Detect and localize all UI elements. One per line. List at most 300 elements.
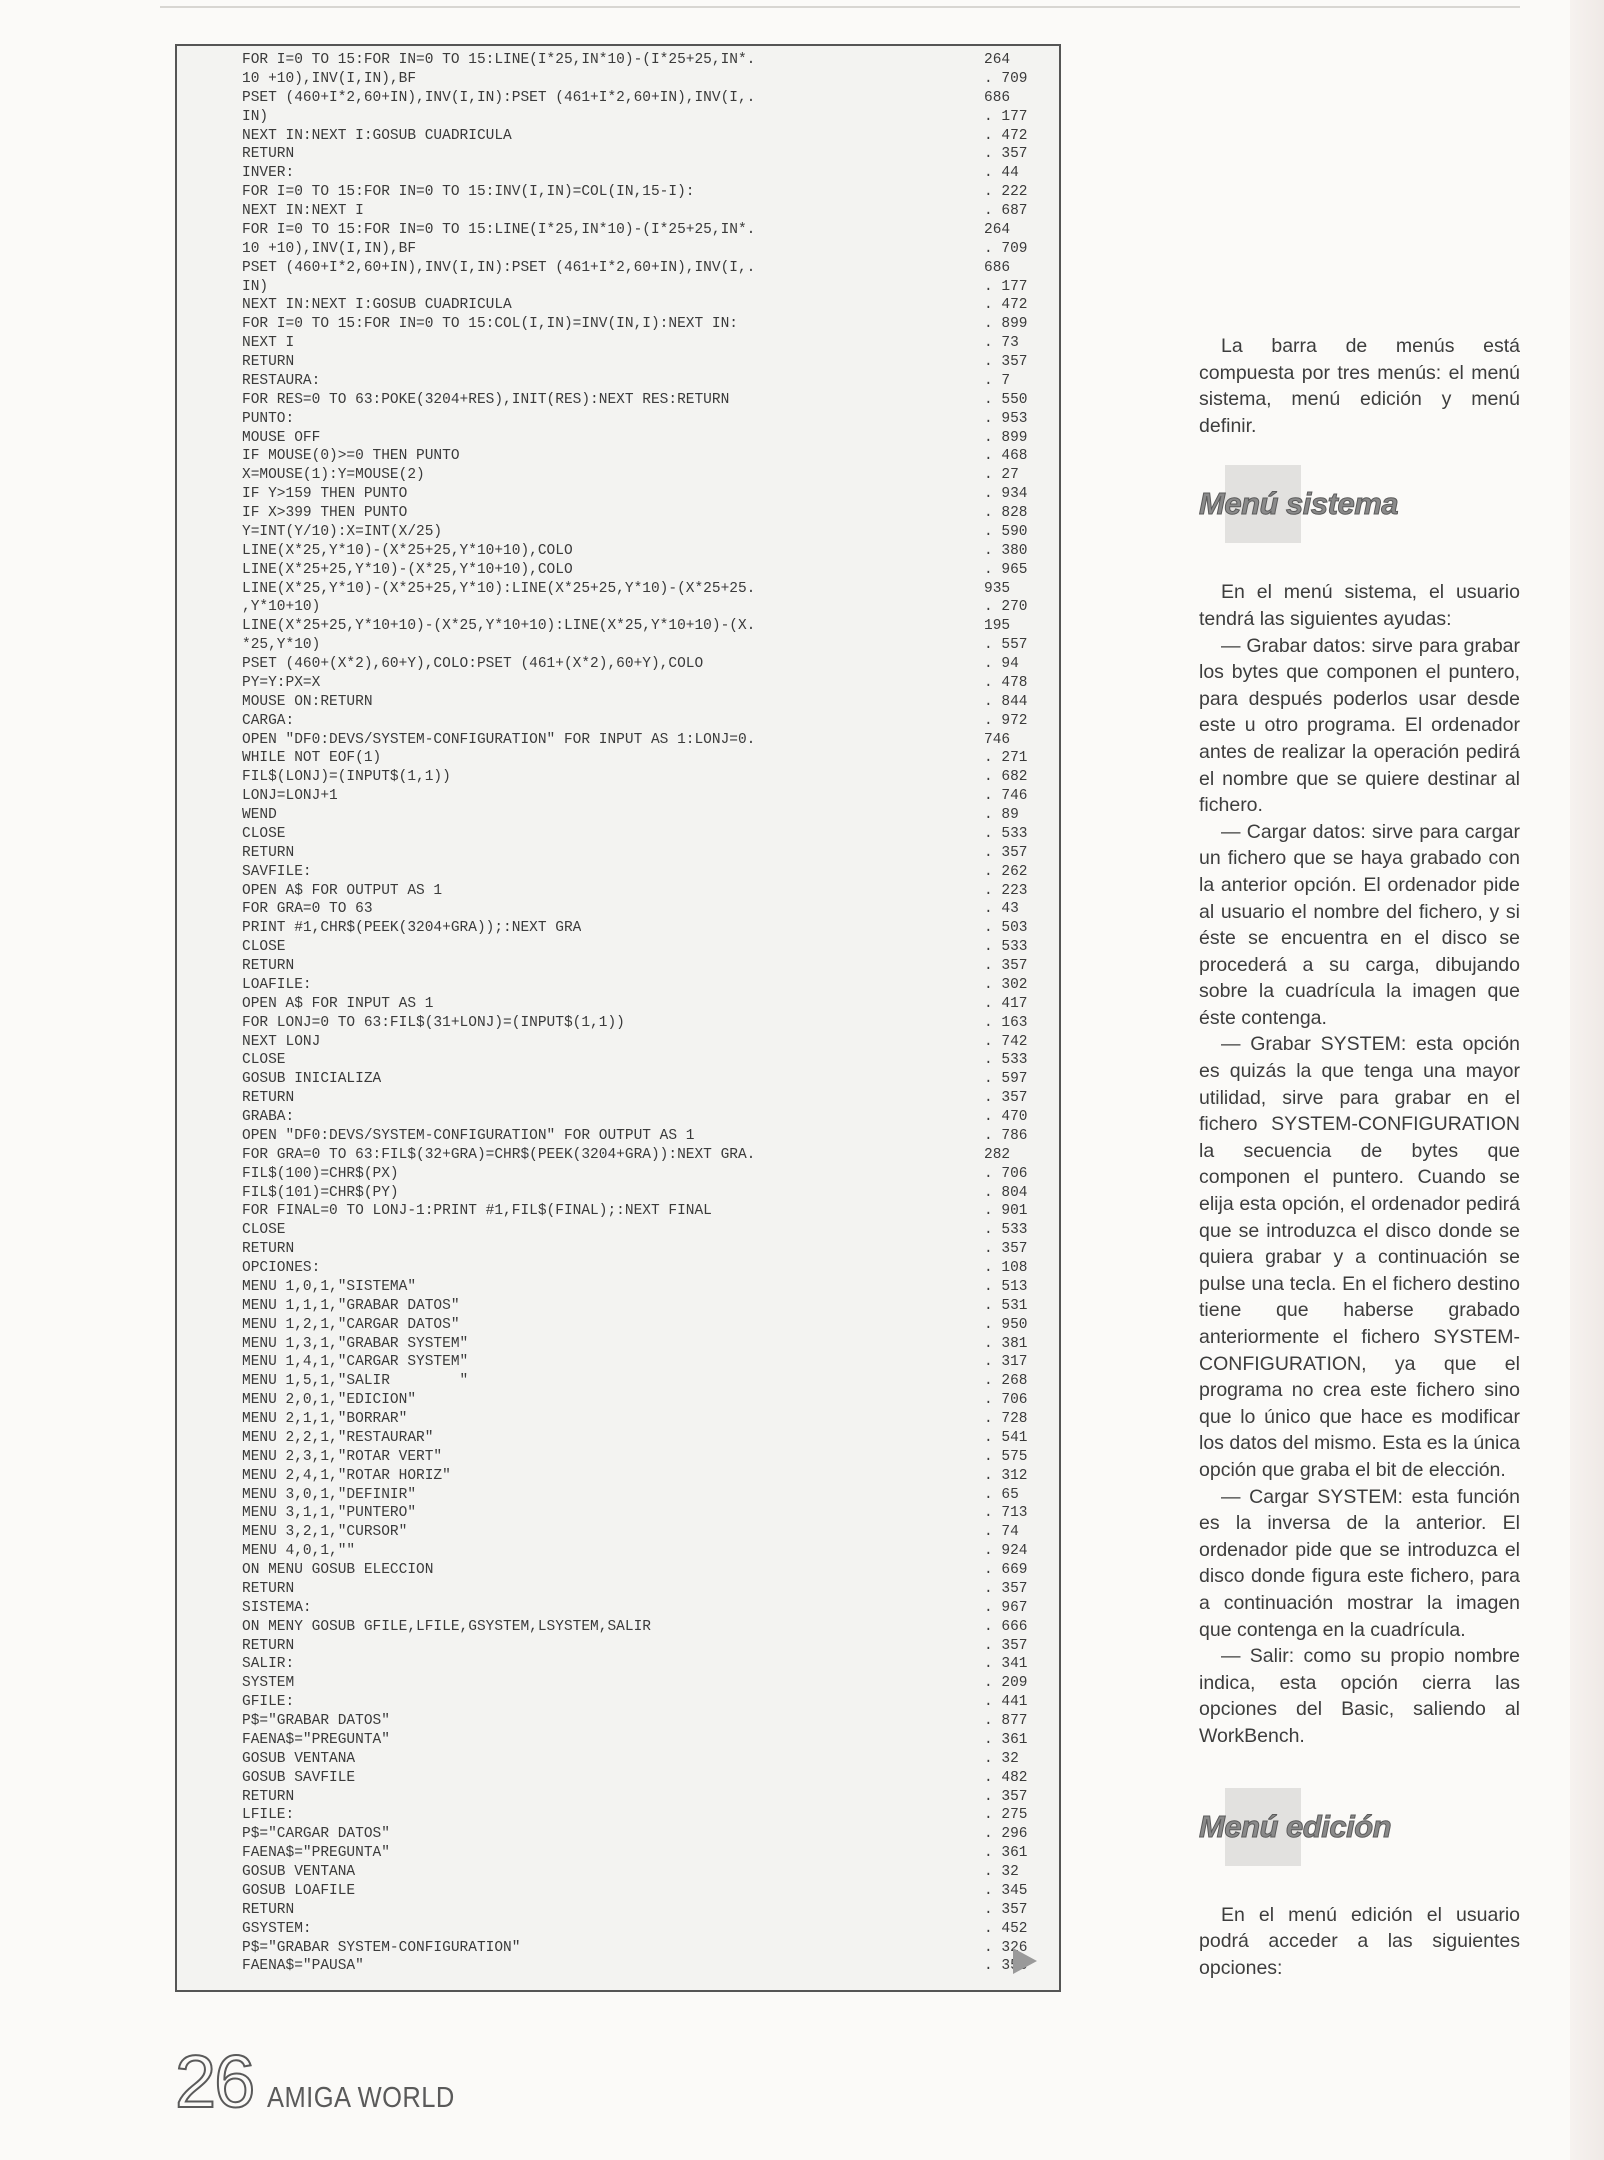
checksum: . 713: [984, 1505, 1028, 1522]
code-text: FIL$(100)=CHR$(PX): [242, 1165, 399, 1182]
code-text: RETURN: [242, 146, 295, 163]
code-line: [242, 1844, 1042, 1863]
code-text: 10 +10),INV(I,IN),BF: [242, 70, 417, 87]
code-line: [242, 1580, 1042, 1599]
checksum: . 828: [984, 505, 1028, 521]
code-text: FOR RES=0 TO 63:POKE(3204+RES),INIT(RES):NEXT RES:RETURN: [242, 391, 730, 408]
code-line: [242, 447, 1042, 466]
code-line: [242, 1165, 1042, 1184]
code-line: [242, 768, 1042, 787]
checksum: . 666: [984, 1618, 1028, 1635]
code-line: [242, 1089, 1042, 1108]
code-line: [242, 372, 1042, 391]
code-line: [242, 655, 1042, 674]
code-text: FOR FINAL=0 TO LONJ-1:PRINT #1,FIL$(FINAL);:NEXT FINAL: [242, 1203, 712, 1220]
code-text: RETURN: [242, 844, 295, 861]
code-text: IF Y>159 THEN PUNTO: [242, 486, 408, 503]
code-text: FOR GRA=0 TO 63:FIL$(32+GRA)=CHR$(PEEK(3204+GRA)):NEXT GRA.: [242, 1146, 756, 1163]
code-text: IN): [242, 278, 269, 295]
checksum: . 357: [984, 844, 1028, 861]
code-line: [242, 70, 1042, 89]
code-line: [242, 1939, 1042, 1958]
checksum: . 89: [984, 807, 1019, 823]
checksum: . 27: [984, 467, 1019, 484]
code-line: [242, 1599, 1042, 1618]
checksum: 686: [984, 259, 1011, 276]
code-line: [242, 1486, 1042, 1505]
code-text: CLOSE: [242, 939, 286, 956]
checksum: . 965: [984, 561, 1028, 578]
checksum: . 65: [984, 1486, 1019, 1503]
checksum: . 706: [984, 1165, 1028, 1182]
code-line: [242, 334, 1042, 353]
code-line: [242, 1316, 1042, 1335]
code-line: [242, 410, 1042, 429]
checksum: 935: [984, 580, 1011, 597]
code-text: IN): [242, 108, 269, 125]
code-line: [242, 391, 1042, 410]
code-text: MENU 4,0,1,"": [242, 1543, 356, 1560]
code-line: [242, 1353, 1042, 1372]
checksum: . 533: [984, 825, 1028, 842]
code-text: RETURN: [242, 1788, 295, 1805]
code-line: [242, 504, 1042, 523]
code-text: FOR LONJ=0 TO 63:FIL$(31+LONJ)=(INPUT$(1,1)): [242, 1014, 625, 1031]
code-line: [242, 580, 1042, 599]
checksum: . 361: [984, 1731, 1028, 1748]
checksum: . 590: [984, 523, 1028, 540]
checksum: . 381: [984, 1335, 1028, 1352]
section-heading-menu-sistema: [1199, 483, 1520, 543]
checksum: . 357: [984, 354, 1028, 370]
code-text: MENU 3,1,1,"PUNTERO": [242, 1505, 417, 1522]
code-text: PRINT #1,CHR$(PEEK(3204+GRA));:NEXT GRA: [242, 920, 582, 937]
checksum: . 746: [984, 788, 1028, 805]
code-line: [242, 51, 1042, 70]
checksum: . 709: [984, 70, 1028, 87]
code-text: FOR I=0 TO 15:FOR IN=0 TO 15:INV(I,IN)=COL(IN,15-I):: [242, 184, 695, 201]
code-line: [242, 1806, 1042, 1825]
code-text: MENU 3,0,1,"DEFINIR": [242, 1486, 417, 1503]
checksum: . 541: [984, 1429, 1028, 1446]
code-line: [242, 259, 1042, 278]
intro-paragraph: La barra de menús está compuesta por tres menús: el menú sistema, menú edición y menú definir.: [1199, 335, 1520, 437]
code-text: OPEN A$ FOR OUTPUT AS 1: [242, 882, 443, 899]
checksum: . 223: [984, 882, 1028, 899]
code-line: [242, 1504, 1042, 1523]
checksum: . 163: [984, 1014, 1028, 1031]
checksum: . 357: [984, 1241, 1028, 1258]
checksum: . 482: [984, 1769, 1028, 1786]
code-text: MENU 1,5,1,"SALIR ": [242, 1373, 469, 1390]
code-line: [242, 1618, 1042, 1637]
checksum: . 275: [984, 1807, 1028, 1824]
code-text: NEXT I: [242, 335, 295, 352]
code-text: RESTAURA:: [242, 372, 321, 389]
code-line: [242, 221, 1042, 240]
code-line: [242, 296, 1042, 315]
code-line: [242, 1335, 1042, 1354]
code-text: NEXT IN:NEXT I: [242, 203, 364, 219]
checksum: . 302: [984, 976, 1028, 993]
code-line: [242, 1410, 1042, 1429]
code-line: [242, 1920, 1042, 1939]
code-text: GRABA:: [242, 1109, 295, 1125]
code-line: [242, 674, 1042, 693]
checksum: . 844: [984, 693, 1028, 710]
checksum: 686: [984, 89, 1011, 106]
code-line: [242, 1297, 1042, 1316]
code-text: SYSTEM: [242, 1675, 295, 1692]
code-text: INVER:: [242, 165, 295, 182]
code-line: [242, 1429, 1042, 1448]
page-gutter-edge: [1570, 0, 1604, 2160]
code-line: [242, 523, 1042, 542]
code-line: [242, 1750, 1042, 1769]
checksum: . 222: [984, 184, 1028, 201]
code-text: RETURN: [242, 1241, 295, 1258]
code-line: [242, 1467, 1042, 1486]
code-text: MOUSE ON:RETURN: [242, 693, 373, 710]
code-line: [242, 145, 1042, 164]
checksum: 195: [984, 618, 1011, 635]
checksum: . 44: [984, 165, 1019, 182]
code-text: P$="CARGAR DATOS": [242, 1826, 390, 1843]
code-text: FOR I=0 TO 15:FOR IN=0 TO 15:LINE(I*25,IN*10)-(I*25+25,IN*.: [242, 52, 756, 68]
code-text: OPEN "DF0:DEVS/SYSTEM-CONFIGURATION" FOR INPUT AS 1:LONJ=0.: [242, 731, 756, 748]
code-line: [242, 1637, 1042, 1656]
code-text: GOSUB VENTANA: [242, 1864, 356, 1880]
code-line: [242, 995, 1042, 1014]
code-line: [242, 900, 1042, 919]
section1-item-salir: — Salir: como su propio nombre indica, esta opción cierra las opciones del Basic, saliendo al WorkBench.: [1199, 1645, 1520, 1747]
checksum: . 901: [984, 1203, 1028, 1220]
heading-text: Menú sistema: [1199, 486, 1399, 522]
code-text: CARGA:: [242, 712, 295, 729]
checksum: . 550: [984, 391, 1028, 408]
code-line: [242, 806, 1042, 825]
code-text: NEXT IN:NEXT I:GOSUB CUADRICULA: [242, 127, 512, 144]
code-text: RETURN: [242, 1580, 295, 1597]
checksum: . 533: [984, 1222, 1028, 1239]
code-text: MENU 1,1,1,"GRABAR DATOS": [242, 1297, 460, 1314]
checksum: . 452: [984, 1920, 1028, 1937]
code-line: [242, 466, 1042, 485]
checksum: . 950: [984, 1316, 1028, 1333]
heading-text: Menú edición: [1199, 1808, 1392, 1844]
top-rule: [160, 6, 1520, 8]
checksum: . 312: [984, 1467, 1028, 1484]
checksum: . 468: [984, 448, 1028, 465]
code-line: [242, 485, 1042, 504]
code-line: [242, 844, 1042, 863]
code-line: [242, 353, 1042, 372]
code-text: OPEN A$ FOR INPUT AS 1: [242, 995, 434, 1012]
code-line: [242, 278, 1042, 297]
code-line: [242, 1240, 1042, 1259]
code-line: [242, 731, 1042, 750]
code-text: P$="GRABAR SYSTEM-CONFIGURATION": [242, 1939, 521, 1956]
code-line: [242, 1278, 1042, 1297]
code-line: [242, 429, 1042, 448]
code-line: [242, 1146, 1042, 1165]
code-text: FIL$(101)=CHR$(PY): [242, 1184, 399, 1201]
checksum: . 32: [984, 1864, 1019, 1880]
checksum: . 357: [984, 1788, 1028, 1805]
code-text: RETURN: [242, 354, 295, 370]
code-line: [242, 787, 1042, 806]
checksum: . 94: [984, 656, 1019, 672]
code-lines: [242, 51, 1042, 1976]
code-text: MENU 3,2,1,"CURSOR": [242, 1524, 408, 1541]
code-line: [242, 598, 1042, 617]
checksum: . 271: [984, 750, 1028, 767]
code-text: FOR I=0 TO 15:FOR IN=0 TO 15:LINE(I*25,IN*10)-(I*25+25,IN*.: [242, 221, 756, 238]
code-text: RETURN: [242, 1090, 295, 1107]
code-line: [242, 1957, 1042, 1976]
checksum: . 73: [984, 335, 1019, 352]
code-text: LONJ=LONJ+1: [242, 788, 338, 805]
code-text: ON MENY GOSUB GFILE,LFILE,GSYSTEM,LSYSTEM,SALIR: [242, 1618, 651, 1635]
checksum: . 357: [984, 958, 1028, 974]
code-text: MENU 2,0,1,"EDICION": [242, 1392, 417, 1409]
checksum: . 357: [984, 1580, 1028, 1597]
code-text: MENU 1,4,1,"CARGAR SYSTEM": [242, 1354, 469, 1371]
checksum: . 417: [984, 995, 1028, 1012]
code-line: [242, 1051, 1042, 1070]
code-line: [242, 561, 1042, 580]
checksum: . 953: [984, 410, 1028, 427]
checksum: . 682: [984, 769, 1028, 786]
code-line: [242, 164, 1042, 183]
checksum: . 356: [984, 1958, 1028, 1975]
code-line: [242, 1693, 1042, 1712]
checksum: . 357: [984, 146, 1028, 163]
code-line: [242, 1523, 1042, 1542]
code-line: [242, 1674, 1042, 1693]
section-heading-menu-edicion: [1199, 1806, 1520, 1866]
checksum: . 472: [984, 297, 1028, 314]
checksum: . 361: [984, 1845, 1028, 1862]
code-text: PSET (460+(X*2),60+Y),COLO:PSET (461+(X*2),60+Y),COLO: [242, 656, 704, 672]
checksum: . 209: [984, 1675, 1028, 1692]
checksum: . 706: [984, 1392, 1028, 1409]
checksum: . 924: [984, 1543, 1028, 1560]
checksum: 282: [984, 1146, 1011, 1163]
code-text: IF X>399 THEN PUNTO: [242, 505, 408, 521]
code-line: [242, 1712, 1042, 1731]
section2-paragraph: En el menú edición el usuario podrá acceder a las siguientes opciones:: [1199, 1903, 1520, 1979]
code-text: NEXT LONJ: [242, 1033, 321, 1050]
code-text: MENU 2,2,1,"RESTAURAR": [242, 1429, 434, 1446]
code-line: [242, 1542, 1042, 1561]
code-text: LINE(X*25,Y*10)-(X*25+25,Y*10+10),COLO: [242, 542, 573, 559]
checksum: . 503: [984, 920, 1028, 937]
code-text: CLOSE: [242, 1222, 286, 1239]
code-text: SAVFILE:: [242, 863, 312, 880]
checksum: . 441: [984, 1694, 1028, 1711]
page-number: 26: [175, 2040, 254, 2123]
code-text: LINE(X*25+25,Y*10)-(X*25,Y*10+10),COLO: [242, 561, 573, 578]
code-line: [242, 1108, 1042, 1127]
code-text: FOR I=0 TO 15:FOR IN=0 TO 15:COL(I,IN)=INV(IN,I):NEXT IN:: [242, 316, 738, 333]
code-text: GOSUB VENTANA: [242, 1750, 356, 1767]
checksum: . 669: [984, 1562, 1028, 1578]
checksum: . 357: [984, 1090, 1028, 1107]
checksum: . 270: [984, 599, 1028, 616]
code-text: NEXT IN:NEXT I:GOSUB CUADRICULA: [242, 297, 512, 314]
checksum: . 597: [984, 1071, 1028, 1088]
code-line: [242, 315, 1042, 334]
code-text: MENU 2,3,1,"ROTAR VERT": [242, 1448, 443, 1465]
code-text: WEND: [242, 807, 277, 823]
code-text: P$="GRABAR DATOS": [242, 1713, 390, 1729]
code-text: Y=INT(Y/10):X=INT(X/25): [242, 523, 443, 540]
checksum: . 326: [984, 1939, 1028, 1956]
checksum: . 470: [984, 1109, 1028, 1125]
section1-item-grabar-system: — Grabar SYSTEM: esta opción es quizás la que tenga una mayor utilidad, sirve para grabar en el fichero SYSTEM-CONFIGURATION la secuencia de bytes que componen el puntero. Cuando se elija esta opción, el ordenador pedirá que se introduzca el disco donde se quiera grabar y a continuación se pulse una tecla. En el fichero destino tiene que haberse grabado anteriormente el fichero SYSTEM-CONFIGURATION, ya que el programa no crea este fichero sino que lo único que hace es modificar los datos del mismo. Esta es la única opción que graba el bit de elección.: [1199, 1033, 1520, 1481]
code-line: [242, 202, 1042, 221]
code-line: [242, 882, 1042, 901]
checksum: . 877: [984, 1713, 1028, 1729]
code-line: [242, 825, 1042, 844]
code-text: SALIR:: [242, 1656, 295, 1673]
code-line: [242, 240, 1042, 259]
code-text: MOUSE OFF: [242, 429, 321, 446]
checksum: . 709: [984, 240, 1028, 257]
code-line: [242, 617, 1042, 636]
code-line: [242, 1221, 1042, 1240]
code-line: [242, 693, 1042, 712]
checksum: . 268: [984, 1373, 1028, 1390]
magazine-name: AMIGA WORLD: [267, 2082, 456, 2114]
section1-item-grabar-datos: — Grabar datos: sirve para grabar los bytes que componen el puntero, para después poderlos usar desde este u otro programa. El ordenador antes de realizar la operación pedirá el nombre que se quiere destinar al fichero.: [1199, 634, 1520, 817]
code-text: WHILE NOT EOF(1): [242, 750, 382, 767]
code-text: GOSUB INICIALIZA: [242, 1071, 382, 1088]
code-line: [242, 919, 1042, 938]
code-line: [242, 712, 1042, 731]
section1-item-cargar-datos: — Cargar datos: sirve para cargar un fichero que se haya grabado con la anterior opción. El ordenador pide al usuario el nombre del fichero, y si éste se encuentra en el disco se procederá a su carga, dibujando sobre la cuadrícula la imagen que éste contenga.: [1199, 820, 1520, 1029]
checksum: . 804: [984, 1184, 1028, 1201]
checksum: . 177: [984, 278, 1028, 295]
basic-code-listing: [175, 44, 1061, 1992]
code-line: [242, 957, 1042, 976]
checksum: . 380: [984, 542, 1028, 559]
code-line: [242, 636, 1042, 655]
code-line: [242, 108, 1042, 127]
code-text: RETURN: [242, 958, 295, 974]
code-line: [242, 127, 1042, 146]
continue-arrow-icon: [1013, 1948, 1037, 1974]
code-text: CLOSE: [242, 825, 286, 842]
checksum: . 742: [984, 1033, 1028, 1050]
code-text: PY=Y:PX=X: [242, 674, 321, 691]
checksum: . 478: [984, 674, 1028, 691]
code-text: MENU 1,3,1,"GRABAR SYSTEM": [242, 1335, 469, 1352]
checksum: . 262: [984, 863, 1028, 880]
code-text: ,Y*10+10): [242, 599, 321, 616]
code-text: LINE(X*25+25,Y*10+10)-(X*25,Y*10+10):LINE(X*25,Y*10+10)-(X.: [242, 618, 756, 635]
code-text: GFILE:: [242, 1694, 295, 1711]
code-text: RETURN: [242, 1901, 295, 1918]
code-text: FAENA$="PREGUNTA": [242, 1731, 390, 1748]
checksum: . 108: [984, 1260, 1028, 1276]
code-line: [242, 1033, 1042, 1052]
checksum: . 472: [984, 127, 1028, 144]
checksum: . 531: [984, 1297, 1028, 1314]
checksum: . 74: [984, 1524, 1019, 1541]
checksum: . 899: [984, 316, 1028, 333]
code-line: [242, 976, 1042, 995]
checksum: . 575: [984, 1448, 1028, 1465]
code-line: [242, 749, 1042, 768]
code-line: [242, 1184, 1042, 1203]
code-line: [242, 1014, 1042, 1033]
checksum: . 7: [984, 372, 1011, 389]
checksum: . 972: [984, 712, 1028, 729]
code-text: MENU 2,4,1,"ROTAR HORIZ": [242, 1467, 451, 1484]
code-line: [242, 863, 1042, 882]
checksum: 264: [984, 221, 1011, 238]
code-text: GOSUB LOAFILE: [242, 1882, 356, 1899]
checksum: . 687: [984, 203, 1028, 219]
code-text: ON MENU GOSUB ELECCION: [242, 1562, 434, 1578]
code-line: [242, 1788, 1042, 1807]
code-text: 10 +10),INV(I,IN),BF: [242, 240, 417, 257]
code-line: [242, 1825, 1042, 1844]
code-text: PUNTO:: [242, 410, 295, 427]
checksum: . 341: [984, 1656, 1028, 1673]
code-line: [242, 1655, 1042, 1674]
code-text: CLOSE: [242, 1052, 286, 1069]
code-line: [242, 1070, 1042, 1089]
code-text: FAENA$="PREGUNTA": [242, 1845, 390, 1862]
code-text: FAENA$="PAUSA": [242, 1958, 364, 1975]
checksum: . 786: [984, 1127, 1028, 1144]
checksum: . 357: [984, 1901, 1028, 1918]
code-line: [242, 183, 1042, 202]
code-text: SISTEMA:: [242, 1599, 312, 1616]
code-line: [242, 1127, 1042, 1146]
code-text: X=MOUSE(1):Y=MOUSE(2): [242, 467, 425, 484]
checksum: . 177: [984, 108, 1028, 125]
checksum: . 899: [984, 429, 1028, 446]
code-line: [242, 1731, 1042, 1750]
code-text: MENU 2,1,1,"BORRAR": [242, 1411, 408, 1427]
code-text: FOR GRA=0 TO 63: [242, 901, 373, 918]
code-line: [242, 1372, 1042, 1391]
code-line: [242, 938, 1042, 957]
page-footer: [175, 2040, 481, 2123]
code-text: LOAFILE:: [242, 976, 312, 993]
code-line: [242, 1882, 1042, 1901]
code-text: MENU 1,2,1,"CARGAR DATOS": [242, 1316, 460, 1333]
code-text: GSYSTEM:: [242, 1920, 312, 1937]
code-line: [242, 1202, 1042, 1221]
checksum: . 317: [984, 1354, 1028, 1371]
code-text: LFILE:: [242, 1807, 295, 1824]
checksum: 264: [984, 52, 1011, 68]
checksum: . 32: [984, 1750, 1019, 1767]
checksum: . 934: [984, 486, 1028, 503]
code-text: MENU 1,0,1,"SISTEMA": [242, 1278, 417, 1295]
code-text: PSET (460+I*2,60+IN),INV(I,IN):PSET (461+I*2,60+IN),INV(I,.: [242, 259, 756, 276]
code-line: [242, 1901, 1042, 1920]
code-text: PSET (460+I*2,60+IN),INV(I,IN):PSET (461+I*2,60+IN),INV(I,.: [242, 89, 756, 106]
section1-paragraph: En el menú sistema, el usuario tendrá las siguientes ayudas:: [1199, 581, 1520, 630]
section1-item-cargar-system: — Cargar SYSTEM: esta función es la inversa de la anterior. El ordenador pide que se introduzca el disco donde figura este fichero, para a continuación mostrar la imagen que contenga en la cuadrícula.: [1199, 1485, 1520, 1641]
code-text: IF MOUSE(0)>=0 THEN PUNTO: [242, 448, 460, 465]
